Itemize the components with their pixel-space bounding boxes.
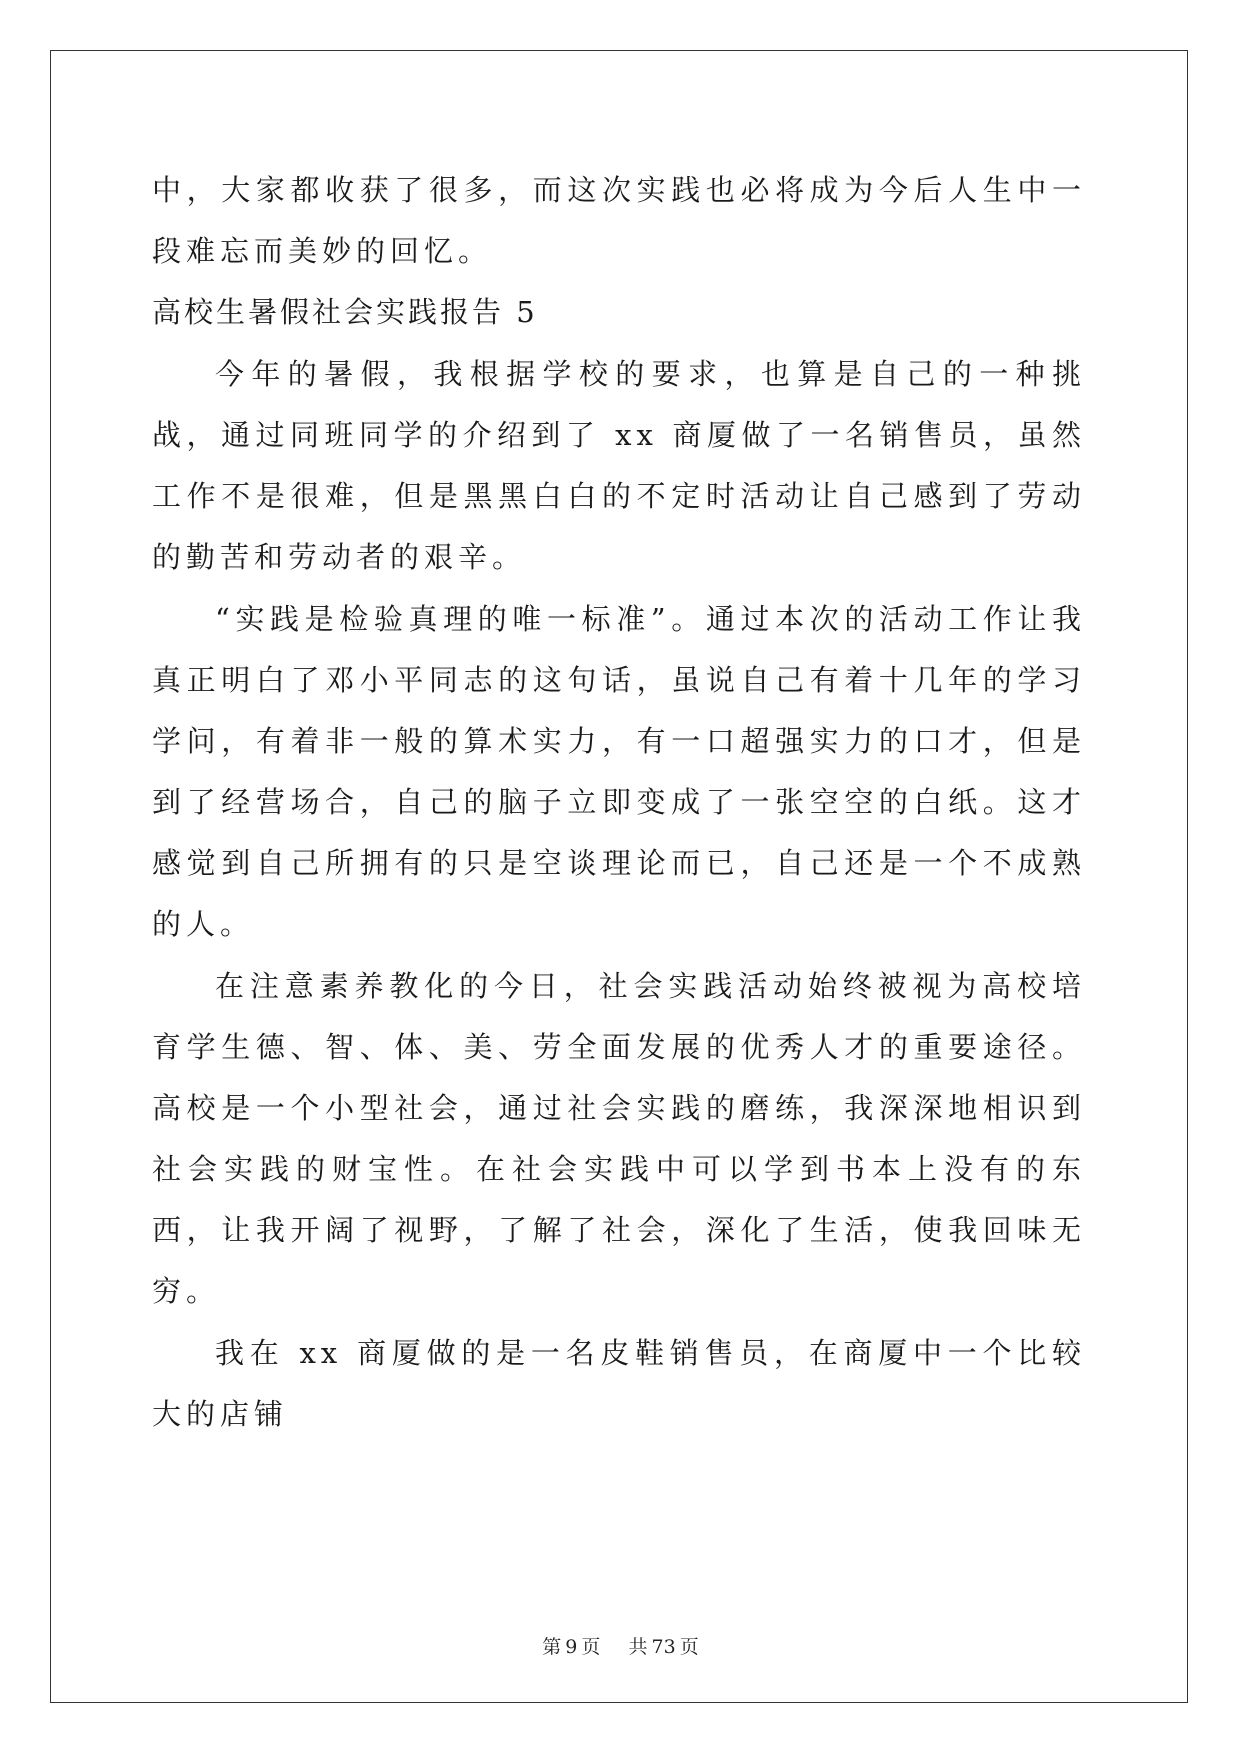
section-heading: 高校生暑假社会实践报告 5 [152,295,538,329]
paragraph-4: 我在 xx 商厦做的是一名皮鞋销售员，在商厦中一个比较大的店铺 [152,1336,1086,1431]
total-suffix: 页 [679,1636,699,1658]
total-pages: 73 [651,1636,676,1658]
page-number: 9 [565,1636,578,1658]
paragraph-3: 在注意素养教化的今日，社会实践活动始终被视为高校培育学生德、智、体、美、劳全面发展的优秀人才的重要途径。高校是一个小型社会，通过社会实践的磨练，我深深地相识到社会实践的财宝性。在社会实践中可以学到书本上没有的东西，让我开阔了视野，了解了社会，深化了生活，使我回味无穷。 [152,969,1086,1308]
page-footer [0,1632,1241,1659]
paragraph-2: “实践是检验真理的唯一标准”。通过本次的活动工作让我真正明白了邓小平同志的这句话，虽说自己有着十几年的学习学问，有着非一般的算术实力，有一口超强实力的口才，但是到了经营场合，自己的脑子立即变成了一张空空的白纸。这才感觉到自己所拥有的只是空谈理论而已，自己还是一个不成熟的人。 [152,602,1086,941]
paragraph-continued: 中，大家都收获了很多，而这次实践也必将成为今后人生中一段难忘而美妙的回忆。 [152,173,1086,268]
page-suffix: 页 [581,1636,601,1658]
page-prefix: 第 [542,1636,562,1658]
paragraph-1: 今年的暑假，我根据学校的要求，也算是自己的一种挑战，通过同班同学的介绍到了 xx 商厦做了一名销售员，虽然工作不是很难，但是黑黑白白的不定时活动让自己感到了劳动的勤苦和劳动者的艰辛。 [152,357,1086,574]
total-prefix: 共 [628,1636,648,1658]
document-body [152,160,1086,1445]
